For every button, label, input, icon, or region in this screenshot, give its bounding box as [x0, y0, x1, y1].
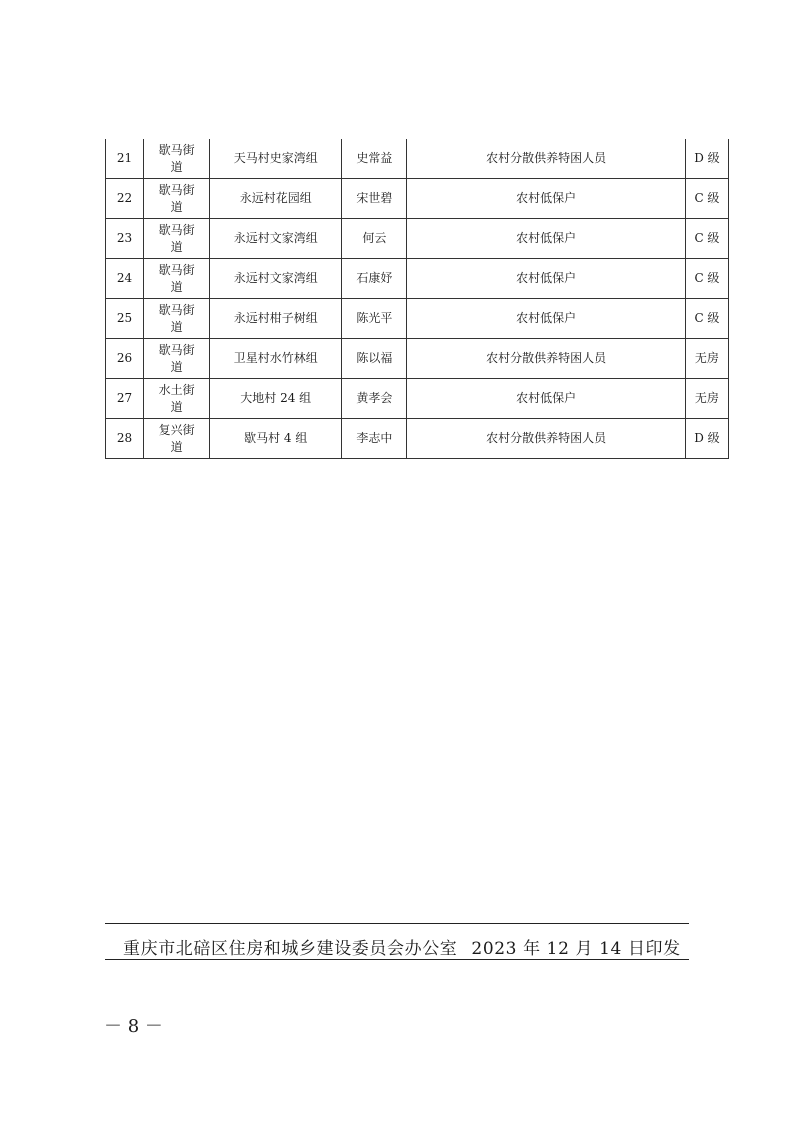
cell-no: 25	[106, 299, 144, 339]
street-line: 歇马街	[158, 222, 195, 237]
cell-level: D 级	[685, 419, 728, 459]
cell-street	[144, 259, 210, 299]
table-body	[106, 139, 729, 459]
cell-street	[144, 139, 210, 179]
street-line: 复兴街	[158, 422, 195, 437]
cell-type: 农村分散供养特困人员	[407, 419, 685, 459]
cell-location: 歇马村 4 组	[210, 419, 342, 459]
cell-type: 农村分散供养特困人员	[407, 139, 685, 179]
street-line: 水土街	[158, 382, 195, 397]
cell-no: 24	[106, 259, 144, 299]
street-line: 道	[170, 399, 183, 414]
page-number: － 8 －	[104, 1016, 163, 1037]
cell-location: 卫星村水竹林组	[210, 339, 342, 379]
street-line: 歇马街	[158, 302, 195, 317]
footer-date: 2023 年 12 月 14 日印发	[471, 939, 681, 959]
cell-no: 23	[106, 219, 144, 259]
cell-street	[144, 299, 210, 339]
cell-name: 石康妤	[342, 259, 407, 299]
cell-location: 永远村柑子树组	[210, 299, 342, 339]
cell-name: 黄孝会	[342, 379, 407, 419]
table-row	[106, 259, 729, 299]
cell-type: 农村低保户	[407, 219, 685, 259]
cell-street	[144, 379, 210, 419]
street-line: 道	[170, 319, 183, 334]
cell-level: D 级	[685, 139, 728, 179]
street-line: 歇马街	[158, 262, 195, 277]
cell-street	[144, 179, 210, 219]
cell-type: 农村低保户	[407, 299, 685, 339]
cell-type: 农村低保户	[407, 259, 685, 299]
cell-location: 天马村史家湾组	[210, 139, 342, 179]
cell-type: 农村低保户	[407, 179, 685, 219]
street-line: 歇马街	[158, 342, 195, 357]
cell-type: 农村低保户	[407, 379, 685, 419]
table-row	[106, 299, 729, 339]
cell-level: C 级	[685, 179, 728, 219]
footer-bottom-rule	[105, 959, 689, 960]
cell-location: 永远村花园组	[210, 179, 342, 219]
street-line: 道	[170, 439, 183, 454]
cell-name: 史常益	[342, 139, 407, 179]
street-line: 道	[170, 199, 183, 214]
cell-name: 何云	[342, 219, 407, 259]
street-line: 歇马街	[158, 182, 195, 197]
cell-level: 无房	[685, 379, 728, 419]
cell-type: 农村分散供养特困人员	[407, 339, 685, 379]
table-row	[106, 179, 729, 219]
cell-location: 永远村文家湾组	[210, 259, 342, 299]
cell-street	[144, 339, 210, 379]
cell-name: 李志中	[342, 419, 407, 459]
cell-level: 无房	[685, 339, 728, 379]
cell-no: 27	[106, 379, 144, 419]
table-row	[106, 339, 729, 379]
cell-no: 22	[106, 179, 144, 219]
cell-street	[144, 419, 210, 459]
street-line: 道	[170, 159, 183, 174]
cell-level: C 级	[685, 219, 728, 259]
cell-name: 陈光平	[342, 299, 407, 339]
cell-level: C 级	[685, 259, 728, 299]
cell-level: C 级	[685, 299, 728, 339]
cell-street	[144, 219, 210, 259]
street-line: 歇马街	[158, 142, 195, 157]
assistance-table	[105, 139, 729, 459]
cell-name: 宋世碧	[342, 179, 407, 219]
footer-top-rule	[105, 923, 689, 924]
street-line: 道	[170, 279, 183, 294]
cell-location: 永远村文家湾组	[210, 219, 342, 259]
footer-issuer: 重庆市北碚区住房和城乡建设委员会办公室	[123, 939, 458, 959]
street-line: 道	[170, 239, 183, 254]
cell-no: 26	[106, 339, 144, 379]
cell-no: 28	[106, 419, 144, 459]
cell-name: 陈以福	[342, 339, 407, 379]
cell-no: 21	[106, 139, 144, 179]
street-line: 道	[170, 359, 183, 374]
cell-location: 大地村 24 组	[210, 379, 342, 419]
footer-issuance-line	[123, 934, 683, 959]
table-row	[106, 419, 729, 459]
table-row	[106, 219, 729, 259]
table-row	[106, 379, 729, 419]
table-row	[106, 139, 729, 179]
